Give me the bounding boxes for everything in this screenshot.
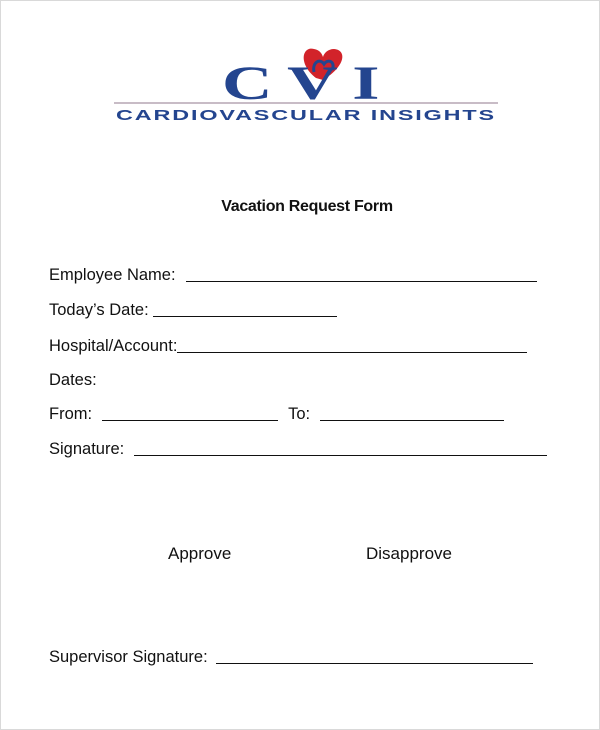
employee-name-field[interactable]	[186, 280, 537, 282]
supervisor-signature-field[interactable]	[216, 662, 533, 664]
dates-row	[49, 371, 97, 390]
hospital-account-label: Hospital/Account:	[49, 337, 178, 355]
hospital-account-field[interactable]	[177, 351, 527, 353]
company-logo	[102, 42, 514, 128]
todays-date-row	[49, 301, 337, 320]
todays-date-label: Today’s Date:	[49, 301, 149, 319]
supervisor-signature-label: Supervisor Signature:	[49, 648, 208, 666]
dates-label: Dates:	[49, 371, 97, 389]
logo-mark: CVI	[222, 57, 394, 110]
signature-label: Signature:	[49, 440, 125, 458]
from-to-row	[49, 405, 504, 424]
hospital-account-row	[49, 337, 527, 356]
company-name: CARDIOVASCULAR INSIGHTS	[116, 107, 496, 124]
todays-date-field[interactable]	[153, 315, 337, 317]
supervisor-signature-row	[49, 648, 533, 667]
disapprove-option[interactable]: Disapprove	[366, 544, 452, 563]
approve-option[interactable]: Approve	[168, 544, 232, 563]
signature-field[interactable]	[134, 454, 547, 456]
to-label: To:	[288, 405, 311, 423]
employee-name-row	[49, 266, 537, 285]
signature-row	[49, 440, 547, 459]
from-label: From:	[49, 405, 93, 423]
employee-name-label: Employee Name:	[49, 266, 176, 284]
form-title: Vacation Request Form	[221, 198, 393, 215]
from-date-field[interactable]	[102, 419, 278, 421]
to-date-field[interactable]	[320, 419, 504, 421]
